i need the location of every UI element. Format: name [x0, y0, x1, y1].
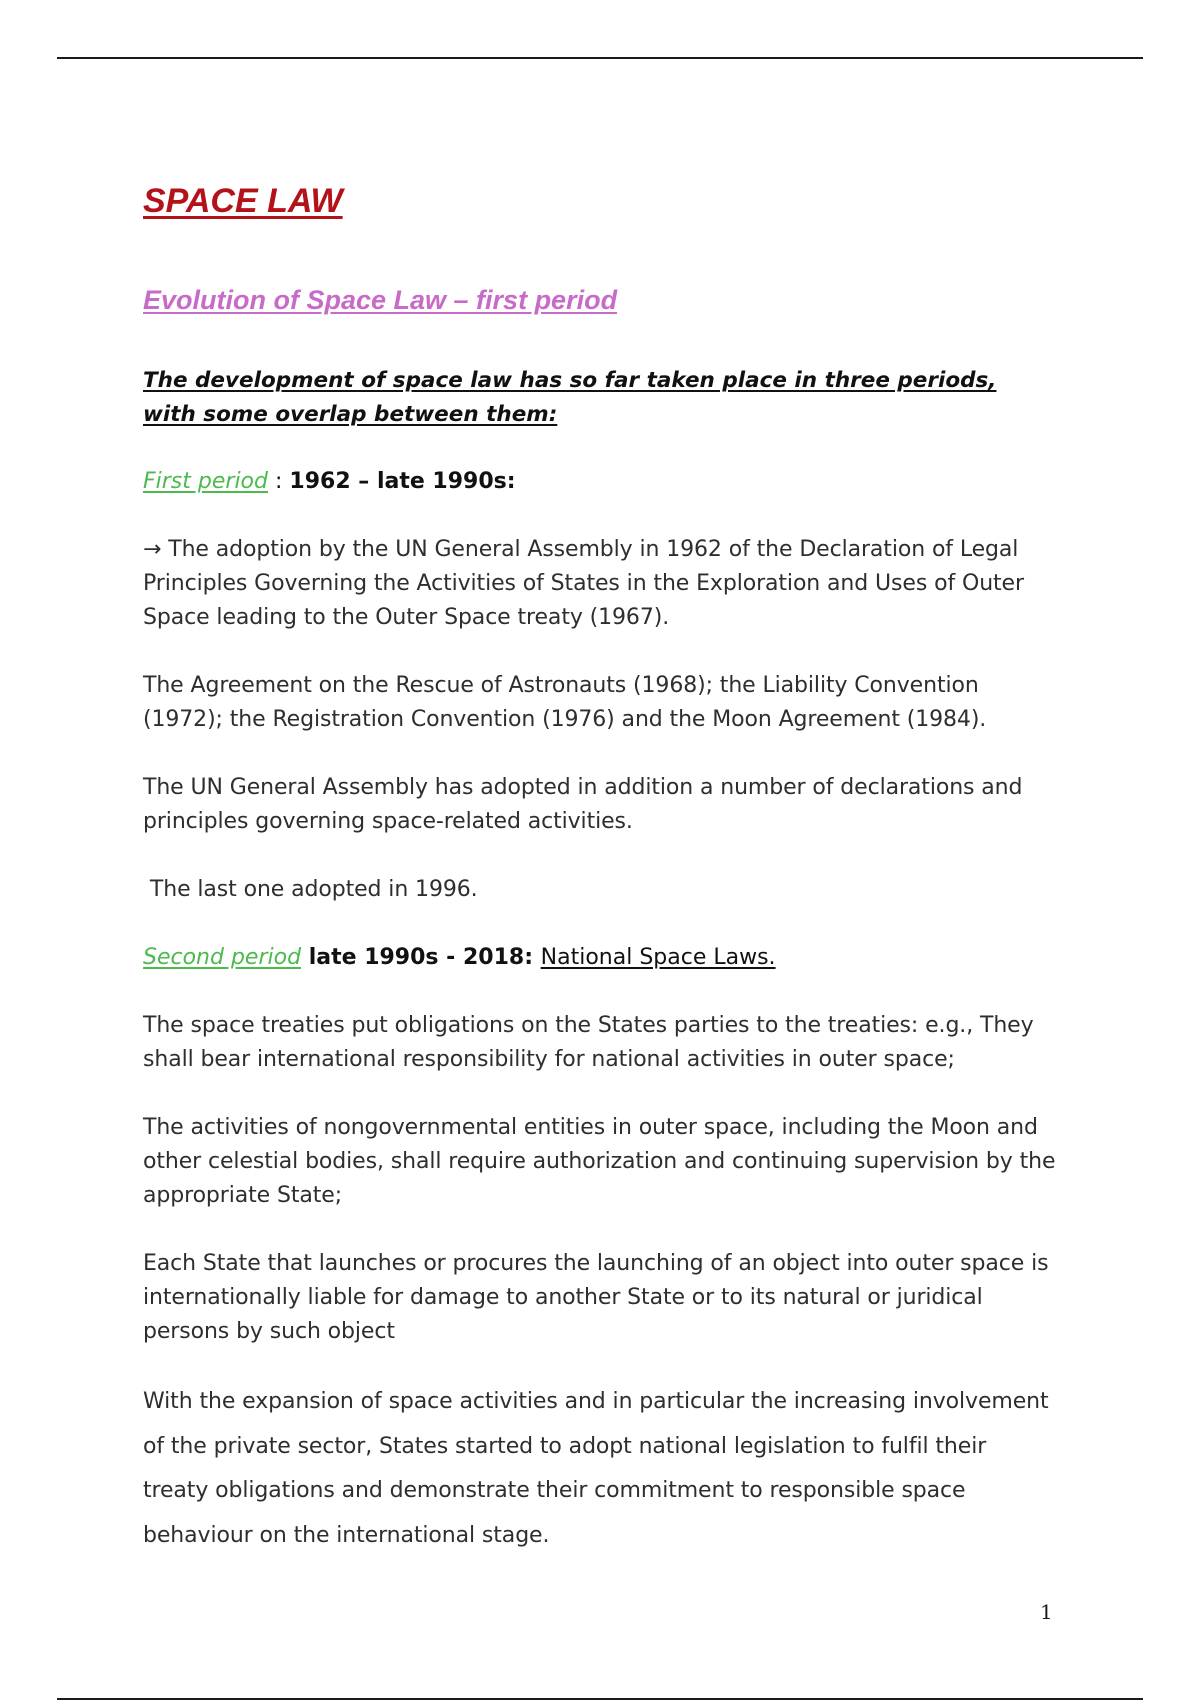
section-heading: Evolution of Space Law – first period [143, 285, 618, 315]
first-period-label: First period [143, 469, 268, 494]
paragraph: The Agreement on the Rescue of Astronauts (1968); the Liability Convention (1972); the Registration Convention (1976) and the Moon Agreement (1984). [143, 673, 987, 732]
header-rule [57, 57, 1143, 59]
paragraph: With the expansion of space activities and in particular the increasing involvement of the private sector, States started to adopt national legislation to fulfil their treaty obligations and demonstrate their commitment to responsible space behaviour on the international stage. [143, 1389, 1049, 1548]
paragraph: → The adoption by the UN General Assembly in 1962 of the Declaration of Legal Principles Governing the Activities of States in the Exploration and Uses of Outer Space leading to the Outer Space treaty (1967). [143, 537, 1024, 630]
first-period-dates: 1962 – late 1990s: [289, 469, 516, 494]
paragraph: The UN General Assembly has adopted in addition a number of declarations and principles governing space-related activities. [143, 775, 1023, 834]
intro-paragraph: The development of space law has so far taken place in three periods, with some overlap between them: [143, 368, 997, 427]
first-period-heading [143, 465, 516, 499]
document-title: SPACE LAW [143, 182, 343, 220]
second-period-dates: late 1990s - 2018: [301, 945, 541, 970]
page-number: 1 [1040, 1600, 1053, 1624]
second-period-topic: National Space Laws. [540, 945, 776, 970]
first-period-separator: : [267, 469, 290, 494]
paragraph: The activities of nongovernmental entities in outer space, including the Moon and other celestial bodies, shall require authorization and continuing supervision by the appropriate State; [143, 1115, 1056, 1208]
paragraph: Each State that launches or procures the launching of an object into outer space is internationally liable for damage to another State or to its natural or juridical persons by such object [143, 1251, 1049, 1344]
paragraph: The space treaties put obligations on the States parties to the treaties: e.g., They shall bear international responsibility for national activities in outer space; [143, 1013, 1034, 1072]
second-period-heading [143, 941, 776, 975]
paragraph: The last one adopted in 1996. [143, 877, 478, 902]
second-period-label: Second period [143, 945, 302, 970]
